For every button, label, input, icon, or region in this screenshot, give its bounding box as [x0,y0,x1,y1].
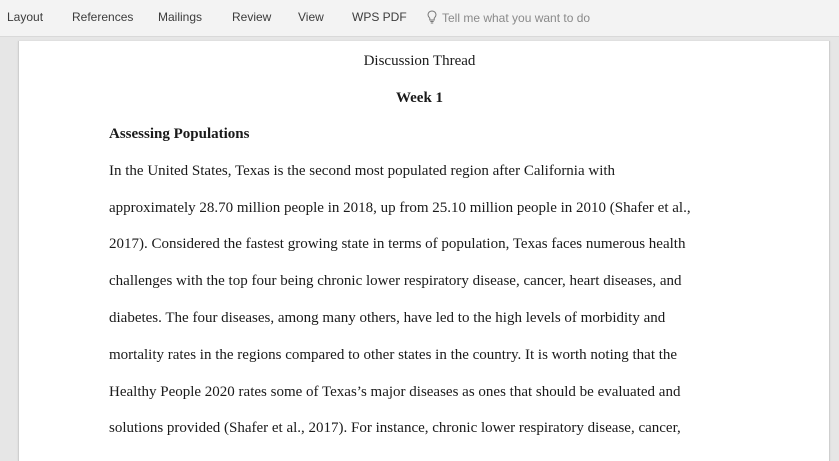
week-heading: Week 1 [395,90,444,106]
tab-layout[interactable]: Layout [7,10,44,24]
paragraph-line: Healthy People 2020 rates some of Texas’s major diseases as ones that should be evaluated and [109,384,681,400]
section-heading: Assessing Populations [109,126,250,142]
tell-me-placeholder: Tell me what you want to do [442,11,591,25]
tab-references[interactable]: References [72,10,134,24]
document-title: Discussion Thread [363,53,476,69]
tab-review[interactable]: Review [232,10,272,24]
paragraph-line: solutions provided (Shafer et al., 2017). For instance, chronic lower respiratory disease, cancer, [109,420,681,436]
paragraph-line: challenges with the top four being chronic lower respiratory disease, cancer, heart diseases, and [109,273,682,289]
paragraph-line: mortality rates in the regions compared to other states in the country. It is worth noting that the [109,347,678,363]
paragraph-line: 2017). Considered the fastest growing state in terms of population, Texas faces numerous health [109,236,686,252]
paragraph-line: diabetes. The four diseases, among many others, have led to the high levels of morbidity and [109,310,666,326]
tab-mailings[interactable]: Mailings [158,10,203,24]
tab-wps-pdf[interactable]: WPS PDF [352,10,407,24]
tell-me-search[interactable] [427,10,590,25]
paragraph-line: In the United States, Texas is the second most populated region after California with [109,163,616,179]
lightbulb-icon [427,10,437,24]
tab-view[interactable]: View [298,10,324,24]
ribbon-bar [0,0,839,37]
paragraph-line: approximately 28.70 million people in 2018, up from 25.10 million people in 2010 (Shafer et al., [109,200,691,216]
